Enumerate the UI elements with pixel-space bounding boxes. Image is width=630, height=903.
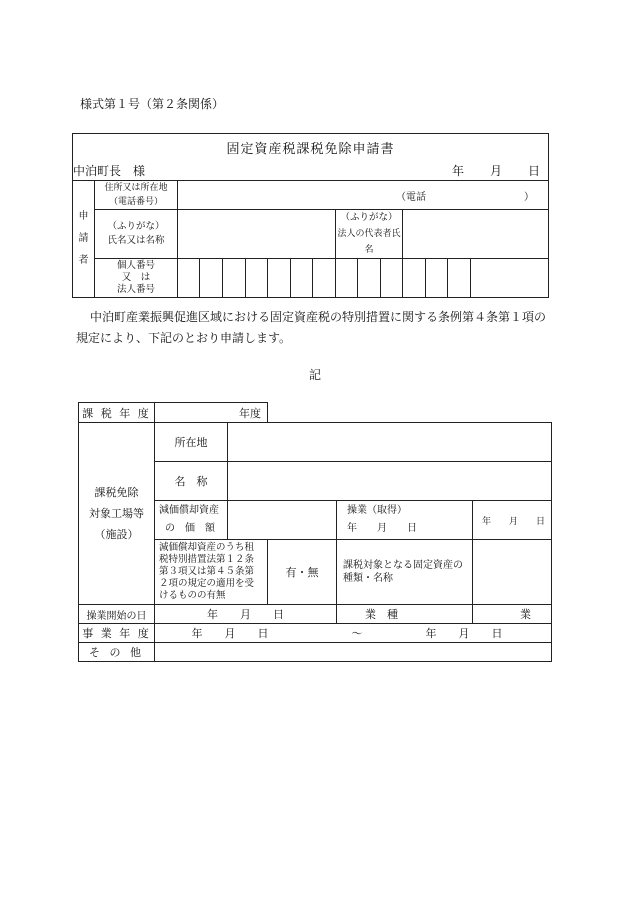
id-digit-box[interactable] bbox=[426, 259, 448, 298]
other-field[interactable] bbox=[155, 643, 552, 662]
representative-field[interactable] bbox=[403, 210, 549, 259]
phone-label: （電話 bbox=[396, 191, 427, 203]
addressee-row bbox=[73, 161, 549, 181]
operation-date-field[interactable]: 年 月 日 bbox=[473, 501, 552, 540]
application-date: 年 月 日 bbox=[451, 163, 541, 178]
id-digit-box[interactable] bbox=[246, 259, 268, 298]
target-facility-label: 課税免除 対象工場等 （施設） bbox=[79, 423, 155, 605]
id-digit-box[interactable] bbox=[200, 259, 223, 298]
form-title: 固定資産税課税免除申請書 bbox=[73, 134, 549, 161]
id-digit-box[interactable] bbox=[178, 259, 200, 298]
tilde: ～ bbox=[351, 627, 363, 640]
request-text: 中泊町産業振興促進区域における固定資産税の特別措置に関する条例第４条第１項の規定により、下記のとおり申請します。 bbox=[76, 310, 547, 345]
tax-year-label: 課 税 年 度 bbox=[79, 403, 155, 423]
address-label: 住所又は所在地 （電話番号） bbox=[95, 181, 178, 210]
id-digit-box[interactable] bbox=[313, 259, 336, 298]
id-digit-box[interactable] bbox=[403, 259, 426, 298]
id-number-label: 個人番号 又 は 法人番号 bbox=[95, 259, 178, 298]
industry-field[interactable]: 業 bbox=[473, 605, 552, 624]
business-year-to: 年 月 日 bbox=[425, 627, 503, 640]
application-table bbox=[72, 133, 549, 298]
location-field[interactable] bbox=[228, 423, 552, 462]
business-year-label: 事 業 年 度 bbox=[79, 624, 155, 643]
facility-name-field[interactable] bbox=[228, 462, 552, 501]
business-year-field[interactable] bbox=[155, 624, 552, 643]
tax-year-blank bbox=[268, 403, 552, 423]
form-number: 様式第１号（第２条関係） bbox=[80, 97, 225, 111]
industry-label: 業 種 bbox=[337, 605, 473, 624]
addressee: 中泊町長 様 bbox=[73, 163, 146, 178]
asset-type-label: 課税対象となる固定資産の種類・名称 bbox=[337, 540, 473, 605]
other-label: そ の 他 bbox=[79, 643, 155, 662]
details-table bbox=[78, 402, 552, 662]
business-year-from: 年 月 日 bbox=[191, 627, 269, 640]
name-label-2: 名 称 bbox=[155, 462, 228, 501]
applicant-label: 申 請 者 bbox=[73, 181, 95, 298]
depreciation-label: 減価償却資産 の 価 額 bbox=[155, 501, 228, 540]
operation-date-label: 操業（取得） 年 月 日 bbox=[337, 501, 473, 540]
special-measures-label: 減価償却資産のうち租税特別措置法第１２条第３項又は第４５条第２項の規定の適用を受けるものの有無 bbox=[155, 540, 268, 605]
start-date-field[interactable]: 年 月 日 bbox=[155, 605, 337, 624]
ki-heading: 記 bbox=[309, 368, 322, 382]
address-field[interactable]: （電話 ） bbox=[178, 181, 549, 210]
name-field[interactable] bbox=[178, 210, 336, 259]
id-digit-box[interactable] bbox=[268, 259, 291, 298]
yes-no-field[interactable]: 有・無 bbox=[268, 540, 337, 605]
id-digit-box[interactable] bbox=[448, 259, 471, 298]
id-digit-box[interactable] bbox=[358, 259, 381, 298]
asset-type-field[interactable] bbox=[473, 540, 552, 605]
id-number-remainder bbox=[471, 259, 549, 298]
start-date-label: 操業開始の日 bbox=[79, 605, 155, 624]
location-label: 所在地 bbox=[155, 423, 228, 462]
id-digit-box[interactable] bbox=[336, 259, 358, 298]
representative-label: （ふりがな） 法人の代表者氏名 bbox=[336, 210, 403, 259]
tax-year-field[interactable]: 年度 bbox=[155, 403, 268, 423]
depreciation-field[interactable] bbox=[228, 501, 337, 540]
name-label: （ふりがな） 氏名又は名称 bbox=[95, 210, 178, 259]
id-digit-box[interactable] bbox=[381, 259, 403, 298]
id-digit-box[interactable] bbox=[291, 259, 313, 298]
id-digit-box[interactable] bbox=[223, 259, 246, 298]
